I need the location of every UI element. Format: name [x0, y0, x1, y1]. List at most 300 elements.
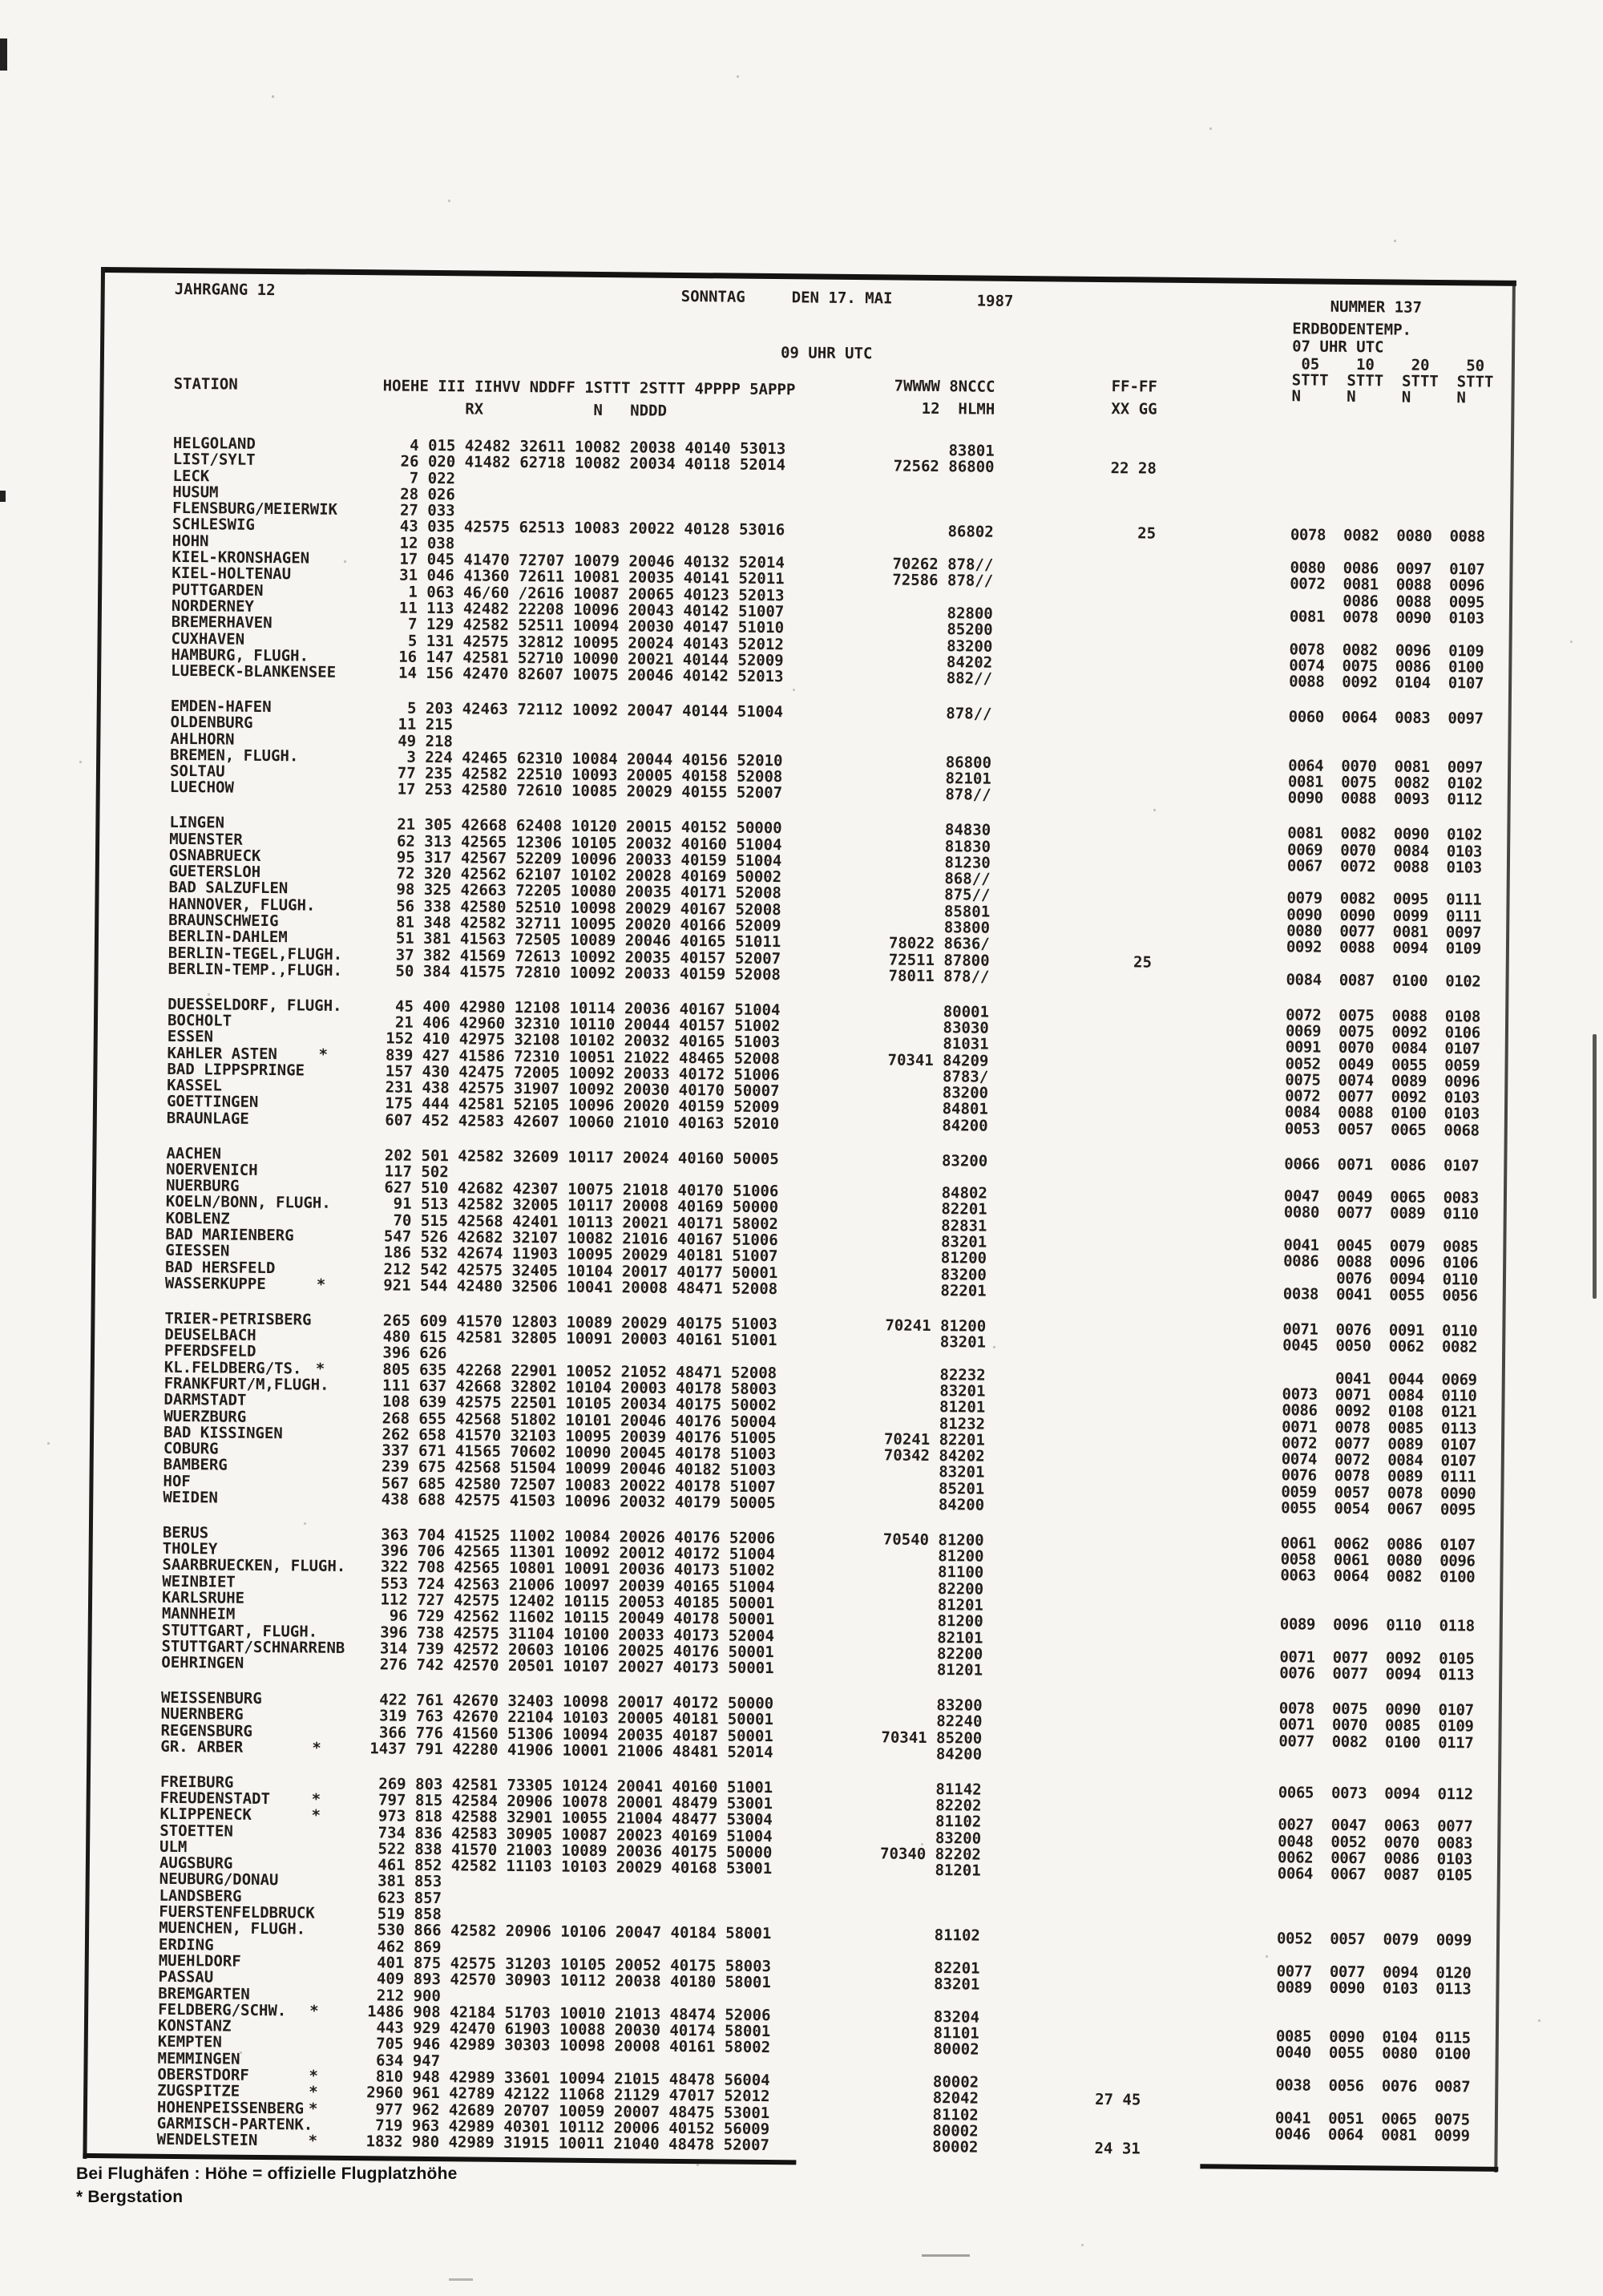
synop-groups: 49 218: [379, 731, 453, 750]
soil-temperatures: 0064 0070 0081 0097: [1288, 757, 1484, 777]
synop-groups: 314 739 42572 20603 10106 20025 40176 50001: [370, 1639, 774, 1662]
soil-temperatures: 0040 0055 0080 0100: [1275, 2043, 1471, 2064]
station-name: ESSEN: [167, 1028, 214, 1046]
synop-groups: 157 430 42475 72005 10092 20033 40172 51006: [376, 1062, 780, 1085]
synop-groups: 705 946 42989 30303 10098 20008 40161 58002: [366, 2035, 771, 2057]
synop-groups: 11 215: [379, 715, 454, 734]
soil-temperatures: 0080 0077 0089 0110: [1283, 1203, 1479, 1224]
weather-cloud-group: 8783/: [887, 1067, 989, 1086]
soil-temperatures: 0074 0072 0084 0107: [1281, 1450, 1476, 1470]
station-name: FRANKFURT/M,FLUGH.: [164, 1374, 329, 1394]
year: 1987: [976, 292, 1014, 310]
station-name: DARMSTADT: [164, 1391, 247, 1410]
weather-cloud-group: 80001: [888, 1002, 990, 1021]
soil-temperatures: 0089 0096 0110 0118: [1279, 1615, 1475, 1635]
weather-cloud-group: 81100: [882, 1562, 984, 1583]
synop-groups: 4 015 42482 32611 10082 20038 40140 53013: [382, 436, 786, 459]
soil-temperatures: 0081 0082 0090 0102: [1287, 824, 1483, 844]
soil-temperatures: 0076 0077 0094 0113: [1279, 1664, 1475, 1684]
station-name: FREUDENSTADT: [159, 1789, 271, 1809]
wind-peak-group: 24 31: [1094, 2140, 1141, 2158]
synop-groups: 152 410 42975 32108 10102 20032 40165 51003: [376, 1029, 781, 1052]
synop-groups: 111 637 42668 32802 10104 20003 40178 58003: [373, 1376, 777, 1399]
soil-temperatures: 0078 0082 0080 0088: [1290, 526, 1485, 547]
soil-temperatures: 0046 0064 0081 0099: [1274, 2125, 1470, 2145]
station-name: AUGSBURG: [159, 1853, 233, 1873]
synop-groups: 70 515 42568 42401 10113 20021 40171 58002: [374, 1211, 779, 1233]
weather-cloud-group: 83200: [887, 1083, 989, 1102]
station-name: HOHN: [172, 532, 209, 551]
weather-cloud-group: 85801: [889, 902, 991, 921]
weather-cloud-group: 80002: [878, 2039, 979, 2060]
weather-cloud-group: 83201: [886, 1232, 987, 1251]
station-name: NOERVENICH: [166, 1160, 258, 1179]
soil-temperatures: 0055 0054 0067 0095: [1281, 1499, 1476, 1519]
station-name: GR. ARBER: [160, 1737, 244, 1756]
weather-cloud-group: 81201: [879, 1861, 981, 1880]
weather-cloud-group: 83200: [885, 1265, 987, 1284]
weather-cloud-group: 82201: [878, 1958, 980, 1978]
weather-cloud-group: 78022 8636/: [888, 934, 990, 953]
weather-cloud-group: 80002: [877, 2137, 979, 2157]
synop-groups: 37 382 41569 72613 10092 20035 40157 52007: [377, 945, 781, 968]
station-name: STOETTEN: [159, 1821, 233, 1841]
weather-cloud-group: 70341 84209: [887, 1051, 989, 1070]
wind-peak-group: 27 45: [1095, 2091, 1141, 2109]
synop-groups: 7 022: [382, 468, 456, 487]
synop-groups: 95 317 42567 52209 10096 20033 40159 51004: [378, 848, 782, 870]
station-name: OSNABRUECK: [168, 846, 261, 865]
weather-cloud-group: 80002: [878, 2072, 979, 2092]
weather-cloud-group: 86800: [890, 753, 992, 772]
weather-cloud-group: 86802: [892, 522, 994, 542]
weather-cloud-group: 83204: [878, 2007, 980, 2027]
weather-cloud-group: 81830: [890, 836, 991, 856]
station-name: FLENSBURG/MEIERWIK: [172, 499, 338, 519]
station-name: BAD MARIENBERG: [165, 1225, 294, 1245]
weather-cloud-group: 70262 878//: [892, 555, 994, 574]
soil-temperatures: 0074 0075 0086 0100: [1289, 657, 1484, 677]
station-name: HOHENPEISSENBERG: [156, 2098, 305, 2118]
station-name: EMDEN-HAFEN: [170, 697, 272, 716]
publication-volume: JAHRGANG 12: [174, 280, 276, 300]
synop-groups: 21 406 42960 32310 10110 20044 40157 51002: [376, 1013, 781, 1036]
weather-cloud-group: 83200: [881, 1696, 983, 1715]
station-name: NEUBURG/DONAU: [159, 1870, 279, 1890]
soil-temperatures: 0076 0078 0089 0111: [1281, 1466, 1476, 1486]
synop-groups: 719 963 42989 40301 10112 20006 40152 56009: [365, 2116, 770, 2138]
synop-groups: 31 046 41360 72611 10081 20035 40141 52011: [381, 566, 785, 588]
synop-groups: 276 742 42570 20501 10107 20027 40173 50001: [370, 1655, 774, 1678]
weather-cloud-group: 83200: [886, 1151, 988, 1170]
weather-cloud-group: 84802: [886, 1183, 987, 1203]
soil-temperatures: 0084 0088 0100 0103: [1284, 1103, 1480, 1124]
station-name: KOBLENZ: [165, 1209, 230, 1228]
synop-groups: 45 400 42980 12108 10114 20036 40167 51004: [377, 997, 781, 1019]
weather-cloud-group: 83030: [887, 1018, 989, 1037]
synop-groups: 16 147 42581 52710 10090 20021 40144 52009: [380, 648, 784, 670]
soil-depth-header: 05 10 20 50: [1291, 355, 1485, 375]
station-name: SCHLESWIG: [172, 515, 256, 535]
station-name: BAD HERSFELD: [164, 1258, 276, 1277]
synop-groups: 62 313 42565 12306 10105 20032 40160 51004: [378, 831, 782, 854]
weather-cloud-group: 81200: [882, 1611, 983, 1631]
synop-groups: 14 156 42470 82607 10075 20046 40142 52013: [380, 664, 784, 686]
synop-groups: 530 866 42582 20906 10106 20047 40184 58001: [368, 1921, 772, 1943]
station-name: BERUS: [162, 1523, 209, 1542]
soil-temperatures: 0045 0050 0062 0082: [1282, 1336, 1478, 1356]
weather-cloud-group: 81230: [889, 853, 991, 872]
station-name: LIST/SYLT: [172, 451, 256, 470]
station-name: WASSERKUPPE: [164, 1274, 266, 1293]
synop-groups: 396 706 42565 11301 10092 20012 40172 51004: [371, 1542, 776, 1564]
soil-temperatures: 0066 0071 0086 0107: [1284, 1154, 1480, 1175]
synop-groups: 337 671 41565 70602 10090 20045 40178 51003: [372, 1441, 777, 1464]
synop-groups: 547 526 42682 32107 10082 21016 40167 51006: [374, 1227, 778, 1250]
synop-groups: 81 348 42582 32711 10095 20020 40166 52009: [378, 913, 781, 936]
soil-temperatures: 0092 0088 0094 0109: [1286, 938, 1481, 958]
synop-groups: 28 026: [382, 485, 455, 504]
soil-temperatures: 0041 0044 0069: [1282, 1368, 1477, 1389]
soil-temperatures: 0065 0073 0094 0112: [1278, 1783, 1473, 1804]
synop-groups: 175 444 42581 52105 10096 20020 40159 52009: [375, 1094, 780, 1117]
synop-groups: 98 325 42663 72205 10080 20035 40171 52008: [378, 880, 781, 903]
weather-cloud-group: 81031: [887, 1034, 989, 1053]
soil-temperatures: 0059 0057 0078 0090: [1281, 1482, 1476, 1503]
station-name: BERLIN-TEGEL,FLUGH.: [168, 944, 343, 964]
soil-temperatures: 0058 0061 0080 0096: [1280, 1550, 1476, 1570]
station-name: LECK: [172, 467, 210, 485]
soil-temperatures: 0069 0070 0084 0103: [1287, 840, 1483, 861]
station-name: BERLIN-TEMP.,FLUGH.: [168, 960, 343, 980]
synop-groups: 12 038: [381, 534, 455, 553]
station-name: MUENSTER: [169, 830, 243, 849]
station-rows: [0, 434, 1601, 2162]
station-name: HELGOLAND: [172, 434, 256, 453]
weather-cloud-group: 82800: [891, 604, 993, 623]
synop-groups: 522 838 41570 21003 10089 20036 40175 50000: [368, 1840, 773, 1861]
weather-cloud-group: 70540 81200: [882, 1530, 984, 1550]
station-name: TRIER-PETRISBERG: [164, 1309, 312, 1329]
weather-cloud-group: 70341 85200: [881, 1728, 983, 1748]
weather-cloud-group: 72511 87800: [888, 951, 990, 970]
station-name: ULM: [159, 1837, 188, 1856]
synop-groups: 480 615 42581 32805 10091 20003 40161 51001: [373, 1328, 777, 1350]
soil-temperatures: 0060 0064 0083 0097: [1288, 708, 1484, 728]
scan-noise-speckles: [0, 0, 1, 1]
station-name: KIEL-HOLTENAU: [172, 564, 292, 584]
synop-groups: 202 501 42582 32609 10117 20024 40160 50005: [375, 1146, 779, 1168]
synop-groups: 519 858: [368, 1905, 442, 1924]
synop-groups: 1 063 46/60 /2616 10087 20065 40123 52013: [381, 583, 785, 604]
station-name: MEMMINGEN: [157, 2049, 240, 2068]
synop-groups: 17 253 42580 72610 10085 20029 40155 52007: [378, 780, 783, 802]
synop-groups: 27 033: [382, 501, 455, 520]
synop-groups: 366 776 41560 51306 10094 20035 40187 50001: [369, 1723, 773, 1745]
mountain-station-marker: *: [309, 2083, 318, 2101]
soil-temperatures: 0062 0067 0086 0103: [1277, 1849, 1473, 1869]
synop-groups: 462 869: [367, 1937, 442, 1956]
weather-cloud-group: 875//: [889, 885, 991, 905]
soil-temperatures: 0077 0077 0094 0120: [1276, 1963, 1472, 1983]
soil-temperatures: 0067 0072 0088 0103: [1286, 857, 1482, 877]
weather-cloud-group: 81200: [882, 1546, 984, 1566]
soil-temperatures: 0089 0090 0103 0113: [1276, 1979, 1472, 1999]
synop-groups: 26 020 41482 62718 10082 20034 40118 52014: [382, 452, 786, 475]
mountain-station-marker: *: [311, 1806, 321, 1825]
synop-header-line2: RX N NDDD: [382, 399, 668, 420]
synop-groups: 269 803 42581 73305 10124 20041 40160 51001: [369, 1774, 773, 1797]
synop-groups: 212 542 42575 32405 10104 20017 40177 50001: [373, 1259, 778, 1282]
weather-cloud-group: 84200: [883, 1495, 985, 1514]
station-name: BAD KISSINGEN: [163, 1423, 283, 1443]
synop-groups: 43 035 42575 62513 10083 20022 40128 53016: [381, 517, 785, 540]
station-name: FUERSTENFELDBRUCK: [159, 1902, 315, 1922]
soil-temperatures: 0071 0077 0092 0105: [1279, 1648, 1475, 1668]
station-name: BOCHOLT: [167, 1011, 232, 1030]
station-name: MUEHLDORF: [158, 1951, 241, 1971]
synop-groups: 3 224 42465 62310 10084 20044 40156 52010: [379, 748, 783, 770]
weather-cloud-group: 81102: [877, 2104, 979, 2124]
weather-cloud-group: 84801: [886, 1099, 988, 1119]
station-name: BAMBERG: [163, 1456, 228, 1474]
synop-header-line1: HOEHE III IIHVV NDDFF 1STTT 2STTT 4PPPP 5APPP: [382, 377, 796, 399]
synop-groups: 443 929 42470 61903 10088 20030 40174 58001: [366, 2019, 771, 2041]
station-name: GOETTINGEN: [166, 1093, 259, 1112]
synop-groups: 396 738 42575 31104 10100 20033 40173 52004: [370, 1623, 775, 1645]
scan-bottom-mark: [922, 2254, 970, 2257]
soil-temperatures: 0078 0082 0096 0109: [1289, 640, 1484, 661]
soil-temperatures: 0041 0051 0065 0075: [1274, 2108, 1470, 2129]
station-name: LUEBECK-BLANKENSEE: [171, 661, 337, 681]
station-name: GARMISCH-PARTENK.: [156, 2114, 313, 2134]
station-name: BRAUNLAGE: [166, 1109, 249, 1128]
weather-group-header-line1: 7WWWW 8NCCC: [894, 377, 995, 396]
weather-cloud-group: 82202: [880, 1796, 982, 1815]
station-name: HANNOVER, FLUGH.: [168, 895, 316, 915]
soil-temp-time: 07 UHR UTC: [1292, 338, 1384, 357]
synop-groups: 51 381 41563 72505 10089 20046 40165 51011: [377, 929, 781, 952]
soil-temp-title: ERDBODENTEMP.: [1292, 320, 1412, 339]
station-name: BRAUNSCHWEIG: [168, 911, 279, 931]
soil-temperatures: 0088 0092 0104 0107: [1289, 673, 1484, 693]
station-name: NUERNBERG: [160, 1705, 244, 1724]
synop-groups: 2960 961 42789 42122 11068 21129 47017 52012: [366, 2084, 770, 2106]
weather-cloud-group: 83200: [880, 1828, 982, 1848]
mountain-station-marker: *: [309, 2067, 318, 2085]
station-name: PASSAU: [158, 1968, 214, 1987]
station-name: STUTTGART/SCHNARRENB: [161, 1637, 345, 1657]
synop-groups: 977 962 42689 20707 10059 20007 48475 53001: [365, 2100, 770, 2122]
scan-edge-mark: [0, 38, 7, 71]
soil-temperatures: 0071 0078 0085 0113: [1282, 1417, 1477, 1438]
weather-cloud-group: 868//: [889, 869, 991, 888]
weather-cloud-group: 82101: [882, 1628, 983, 1647]
station-name: PUTTGARDEN: [172, 580, 264, 600]
synop-groups: 805 635 42268 22901 10052 21052 48471 52008: [373, 1360, 777, 1382]
station-name: KASSEL: [167, 1077, 222, 1095]
mountain-station-marker: *: [316, 1275, 326, 1294]
weather-cloud-group: 70241 81200: [885, 1316, 987, 1336]
weather-cloud-group: 84200: [886, 1116, 988, 1135]
soil-temperatures: 0076 0094 0110: [1282, 1268, 1478, 1289]
soil-temperatures: 0080 0086 0097 0107: [1290, 559, 1485, 579]
soil-temperatures: 0038 0041 0055 0056: [1282, 1285, 1478, 1305]
station-name: REGENSBURG: [160, 1721, 253, 1740]
observation-time: 09 UHR UTC: [780, 344, 873, 363]
station-name: KLIPPENECK: [159, 1805, 252, 1825]
station-name: BREMGARTEN: [158, 1984, 250, 2003]
soil-temperatures: 0080 0077 0081 0097: [1286, 922, 1482, 942]
soil-temperatures: 0085 0090 0104 0115: [1275, 2027, 1471, 2047]
synop-groups: 409 893 42570 30903 10112 20038 40180 58001: [367, 1970, 771, 1992]
soil-temperatures: 0077 0082 0100 0117: [1278, 1732, 1474, 1752]
station-name: KOELN/BONN, FLUGH.: [165, 1193, 331, 1213]
soil-temperatures: 0071 0076 0091 0110: [1282, 1320, 1478, 1340]
soil-n-header: N N N N: [1291, 387, 1466, 407]
weather-cloud-group: 81201: [884, 1397, 986, 1417]
weather-cloud-group: 83201: [884, 1381, 986, 1401]
soil-temperatures: 0027 0047 0063 0077: [1278, 1816, 1473, 1836]
soil-temperatures: 0047 0049 0065 0083: [1283, 1187, 1479, 1207]
weather-cloud-group: 81142: [880, 1780, 982, 1799]
weather-cloud-group: 81101: [878, 2023, 979, 2043]
weather-cloud-group: 85201: [883, 1479, 985, 1498]
weather-cloud-group: 878//: [890, 785, 991, 805]
station-name: KIEL-KRONSHAGEN: [172, 548, 310, 568]
station-name: BAD SALZUFLEN: [168, 879, 289, 898]
station-name: WEISSENBURG: [160, 1688, 262, 1708]
soil-temperatures: 0086 0088 0096 0106: [1283, 1252, 1479, 1272]
weather-cloud-group: 882//: [891, 669, 993, 688]
synop-groups: 839 427 41586 72310 10051 21022 48465 52008: [376, 1045, 781, 1068]
weather-cloud-group: 81102: [880, 1812, 982, 1831]
synop-groups: 17 045 41470 72707 10079 20046 40132 52014: [381, 550, 785, 572]
synop-groups: 262 658 41570 32103 10095 20039 40176 51005: [372, 1425, 777, 1447]
weather-cloud-group: 83800: [889, 918, 991, 937]
station-name: WUERZBURG: [164, 1407, 247, 1426]
station-name: ERDING: [158, 1935, 214, 1954]
synop-groups: 1437 791 42280 41906 10001 21006 48481 52014: [369, 1740, 773, 1761]
station-name: SAARBRUECKEN, FLUGH.: [162, 1556, 346, 1576]
soil-temperatures: 0091 0070 0084 0107: [1285, 1038, 1480, 1058]
soil-temperatures: 0084 0087 0100 0102: [1286, 971, 1481, 991]
synop-groups: 268 655 42568 51802 10101 20046 40176 50004: [373, 1409, 777, 1431]
synop-groups: 239 675 42568 51504 10099 20046 40182 51003: [372, 1457, 777, 1480]
weather-cloud-group: 82200: [882, 1579, 984, 1599]
soil-temperatures: 0075 0074 0089 0096: [1285, 1071, 1480, 1091]
scan-edge-mark: [0, 491, 6, 502]
weather-cloud-group: 84200: [881, 1744, 983, 1764]
station-name: BREMERHAVEN: [171, 613, 273, 633]
soil-sttt-header: STTT STTT STTT STTT: [1291, 371, 1494, 391]
synop-groups: 634 947: [366, 2051, 441, 2070]
mountain-station-marker: *: [308, 2100, 318, 2118]
synop-groups: 91 513 42582 32005 10117 20008 40169 50000: [374, 1194, 779, 1217]
station-name: HUSUM: [172, 483, 219, 502]
station-name: KEMPTEN: [157, 2033, 222, 2051]
synop-groups: 973 818 42588 32901 10055 21004 48477 53004: [369, 1807, 773, 1829]
synop-groups: 56 338 42580 52510 10098 20029 40167 52008: [378, 897, 781, 919]
station-name: THOLEY: [162, 1539, 218, 1558]
station-name: STUTTGART, FLUGH.: [161, 1621, 318, 1641]
weather-cloud-group: 80002: [877, 2121, 979, 2140]
wind-header-line2: XX GG: [1111, 400, 1157, 418]
soil-temperatures: 0072 0077 0092 0103: [1285, 1087, 1480, 1107]
synop-groups: 1832 980 42989 31915 10011 21040 48478 52007: [365, 2132, 770, 2155]
footer-note-airports: Bei Flughäfen : Höhe = offizielle Flugplatzhöhe: [76, 2165, 458, 2183]
synop-groups: 461 852 42582 11103 10103 20029 40168 53001: [368, 1856, 773, 1878]
station-name: KL.FELDBERG/TS.: [164, 1358, 302, 1378]
weather-cloud-group: 81201: [882, 1660, 983, 1680]
synop-groups: 322 708 42565 10801 10091 20036 40173 51002: [371, 1558, 775, 1580]
synop-groups: 50 384 41575 72810 10092 20033 40159 52008: [377, 962, 781, 984]
mountain-station-marker: *: [311, 1790, 321, 1809]
weather-cloud-group: 81200: [886, 1248, 987, 1268]
synop-groups: 627 510 42682 42307 10075 21018 40170 51006: [374, 1178, 779, 1201]
station-name: MANNHEIM: [161, 1605, 236, 1623]
weather-cloud-group: 84202: [891, 653, 993, 672]
station-name: ZUGSPITZE: [157, 2082, 240, 2101]
station-name: BREMEN, FLUGH.: [170, 746, 299, 766]
weather-cloud-group: 82042: [878, 2088, 979, 2108]
weather-cloud-group: 85200: [891, 620, 993, 639]
synop-groups: 810 948 42989 33601 10094 21015 48478 56004: [366, 2068, 770, 2090]
station-name: OLDENBURG: [170, 713, 253, 733]
station-name: OBERSTDORF: [157, 2065, 249, 2084]
soil-temperatures: 0061 0062 0086 0107: [1280, 1534, 1476, 1554]
station-name: FREIBURG: [159, 1773, 234, 1792]
soil-temperatures: 0079 0082 0095 0111: [1286, 889, 1482, 909]
weather-cloud-group: 70342 84202: [883, 1446, 985, 1465]
synop-groups: 5 131 42575 32812 10095 20024 40143 52012: [380, 631, 784, 653]
station-name: NORDERNEY: [171, 596, 255, 616]
weather-cloud-group: 81201: [882, 1595, 984, 1615]
soil-temperatures: 0086 0092 0108 0121: [1282, 1401, 1477, 1421]
synop-groups: 553 724 42563 21006 10097 20039 40165 51004: [371, 1574, 775, 1596]
soil-temperatures: 0063 0064 0082 0100: [1280, 1566, 1476, 1587]
soil-temperatures: 0072 0077 0089 0107: [1281, 1434, 1476, 1454]
weather-cloud-group: 82240: [881, 1712, 983, 1731]
synop-groups: 734 836 42583 30905 10087 20023 40169 51004: [369, 1823, 773, 1845]
wind-peak-group: 25: [1105, 952, 1153, 972]
station-name: SOLTAU: [169, 762, 225, 781]
station-name: NUERBURG: [165, 1176, 240, 1195]
soil-temperatures: 0069 0075 0092 0106: [1285, 1022, 1480, 1042]
weather-cloud-group: 82101: [890, 769, 991, 788]
soil-temperatures: 0081 0078 0090 0103: [1289, 608, 1484, 628]
synop-groups: 1486 908 42184 51703 10010 21013 48474 52006: [367, 2003, 771, 2024]
synop-groups: 438 688 42575 41503 10096 20032 40179 50005: [372, 1490, 776, 1513]
mountain-station-marker: *: [312, 1739, 321, 1757]
frame-border-bottom-left: [83, 2153, 796, 2165]
synop-groups: 7 129 42582 52511 10094 20030 40147 51010: [380, 615, 785, 637]
synop-groups: 422 761 42670 32403 10098 20017 40172 50000: [369, 1691, 774, 1713]
station-name: CUXHAVEN: [171, 629, 245, 649]
mountain-station-marker: *: [315, 1360, 325, 1378]
synop-groups: 607 452 42583 42607 10060 21010 40163 52010: [375, 1111, 780, 1133]
station-name: GIESSEN: [165, 1242, 230, 1260]
soil-temperatures: 0052 0057 0079 0099: [1276, 1930, 1472, 1950]
soil-temperatures: 0038 0056 0076 0087: [1275, 2076, 1471, 2096]
soil-temperatures: 0090 0090 0099 0111: [1286, 905, 1482, 926]
synop-groups: 265 609 41570 12803 10089 20029 40175 51003: [373, 1312, 777, 1333]
weather-cloud-group: 83200: [891, 637, 993, 656]
synop-groups: 5 203 42463 72112 10092 20047 40144 51004: [379, 699, 784, 722]
weather-cloud-group: 72562 86800: [893, 457, 995, 476]
station-name: BERLIN-DAHLEM: [168, 928, 288, 947]
mountain-station-marker: *: [318, 1045, 329, 1064]
